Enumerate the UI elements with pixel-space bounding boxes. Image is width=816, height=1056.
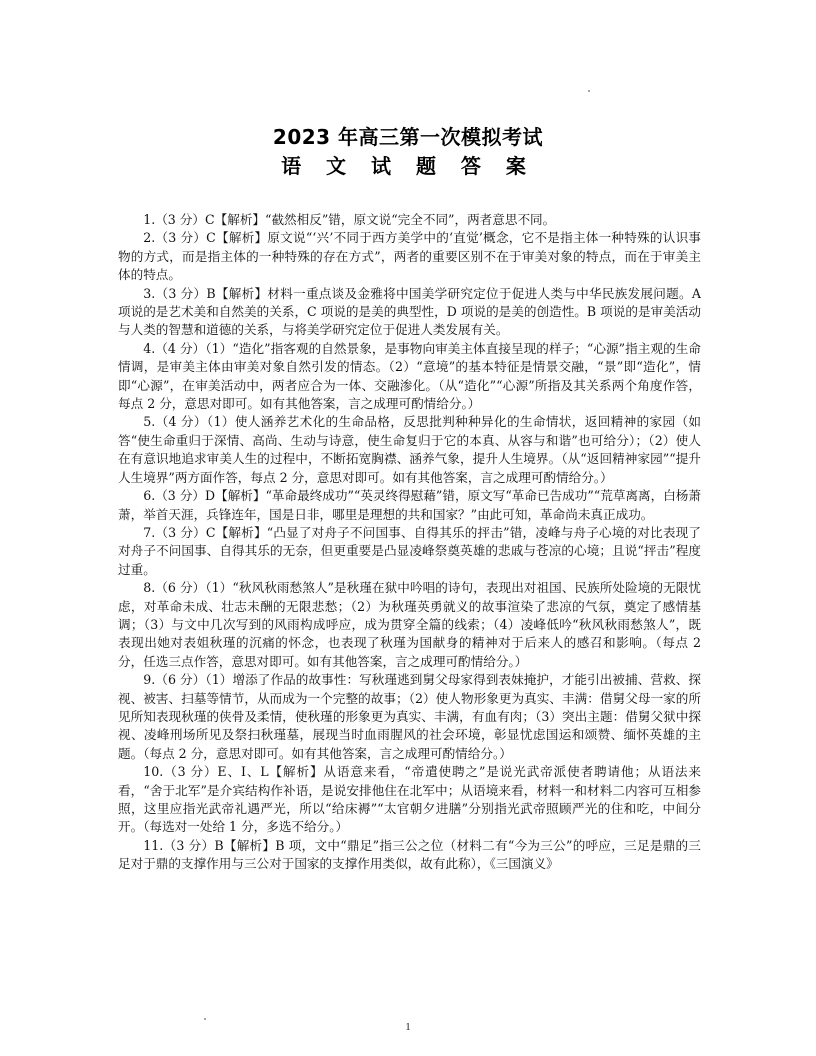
answer-item-4: 4.（4 分）（1）“造化”指客观的自然景象，是事物向审美主体直接呈现的样子；“心源”指主观的生命情调，是审美主体由审美对象自然引发的情态。（2）“意境”的基本特征是情景交融，“景”即“造化”，情即“心源”，在审美活动中，两者应合为一体、交融渗化。（从“造化”“心源”所指及其关系两个角度作答，每点 2 分，意思对即可。如有其他答案，言之成理可酌情给分。）: [118, 340, 701, 412]
scan-speck: [204, 1018, 206, 1020]
answer-item-7: 7.（3 分）C【解析】“凸显了对舟子不问国事、自得其乐的抨击”错，凌峰与舟子心境的对比表现了对舟子不问国事、自得其乐的无奈，但更重要是凸显凌峰祭奠英雄的悲戚与苍凉的心境；且说“抨击”程度过重。: [118, 524, 701, 577]
scan-speck: [588, 90, 590, 92]
answer-item-9: 9.（6 分）（1）增添了作品的故事性：写秋瑾逃到舅父母家得到表妹掩护，才能引出被捕、营救、探视、被害、扫墓等情节，从而成为一个完整的故事；（2）使人物形象更为真实、丰满：借舅父母一家的所见所知表现秋瑾的侠骨及柔情，使秋瑾的形象更为真实、丰满，有血有肉；（3）突出主题：借舅父狱中探视、凌峰刑场所见及祭扫秋瑾墓，展现当时血雨腥风的社会环境，彰显忧虑国运和颂赞、缅怀英雄的主题。（每点 2 分，意思对即可。如有其他答案，言之成理可酌情给分。）: [118, 672, 701, 761]
answer-list: [118, 211, 701, 874]
page-number: 1: [405, 1021, 411, 1033]
exam-subtitle: 语 文 试 题 答 案: [281, 154, 535, 178]
answer-item-5: 5.（4 分）（1）使人涵养艺术化的生命品格，反思批判种种异化的生命情状，返回精神的家园（如答“使生命重归于深情、高尚、生动与诗意，使生命复归于它的本真、从容与和谐”也可给分）；（2）使人在有意识地追求审美人生的过程中，不断拓宽胸襟、涵养气象，提升人生境界。（从“返回精神家园”“提升人生境界”两方面作答，每点 2 分，意思对即可。如有其他答案，言之成理可酌情给分。）: [118, 414, 701, 485]
answer-item-10: 10.（3 分）E、I、L【解析】从语意来看，“帝遣使聘之”是说光武帝派使者聘请他；从语法来看，“舍于北军”是介宾结构作补语，是说安排他住在北军中；从语境来看，材料一和材料二内容可互相参照，这里应指光武帝礼遇严光，所以“给床褥”“太官朝夕进膳”分别指光武帝照顾严光的住和吃，中间分开。（每选对一处给 1 分，多选不给分。）: [118, 764, 701, 835]
answer-item-6: 6.（3 分）D【解析】“革命最终成功”“英灵终得慰藉”错，原文写“革命已告成功”“荒草离离，白杨萧萧，举首天涯，兵锋连年，国是日非，哪里是理想的共和国家？”由此可知，革命尚未真正成功。: [118, 488, 701, 522]
answer-item-11: 11.（3 分）B【解析】B 项，文中“鼎足”指三公之位（材料二有“今为三公”的呼应，三足是鼎的三足对于鼎的支撑作用与三公对于国家的支撑作用类似，故有此称），《三国演义》: [118, 837, 701, 872]
exam-title: 2023 年高三第一次模拟考试: [272, 125, 544, 149]
answer-item-1: 1.（3 分）C【解析】“截然相反”错，原文说“完全不同”，两者意思不同。: [143, 212, 556, 227]
answer-item-8: 8.（6 分）（1）“秋风秋雨愁煞人”是秋瑾在狱中吟唱的诗句，表现出对祖国、民族所处险境的无限忧虑，对革命未成、壮志未酬的无限悲愁；（2）为秋瑾英勇就义的故事渲染了悲凉的气氛，奠定了感情基调；（3）与文中几次写到的风雨构成呼应，成为贯穿全篇的线索；（4）凌峰低吟“秋风秋雨愁煞人”，既表现出她对表姐秋瑾的沉痛的怀念，也表现了秋瑾为国献身的精神对于后来人的感召和影响。（每点 2 分，任选三点作答，意思对即可。如有其他答案，言之成理可酌情给分。）: [118, 580, 701, 669]
answer-item-2: 2.（3 分）C【解析】原文说“‘兴’不同于西方美学中的‘直觉’概念，它不是指主体一种特殊的认识事物的方式，而是指主体的一种特殊的存在方式”，两者的重要区别不在于审美对象的特点，而在于审美主体的特点。: [118, 230, 701, 283]
answer-item-3: 3.（3 分）B【解析】材料一重点谈及金雅将中国美学研究定位于促进人类与中华民族发展问题。A 项说的是艺术美和自然美的关系，C 项说的是美的典型性，D 项说的是美的创造性。B 项说的是审美活动与人类的智慧和道德的关系，与将美学研究定位于促进人类发展有关。: [118, 285, 701, 338]
